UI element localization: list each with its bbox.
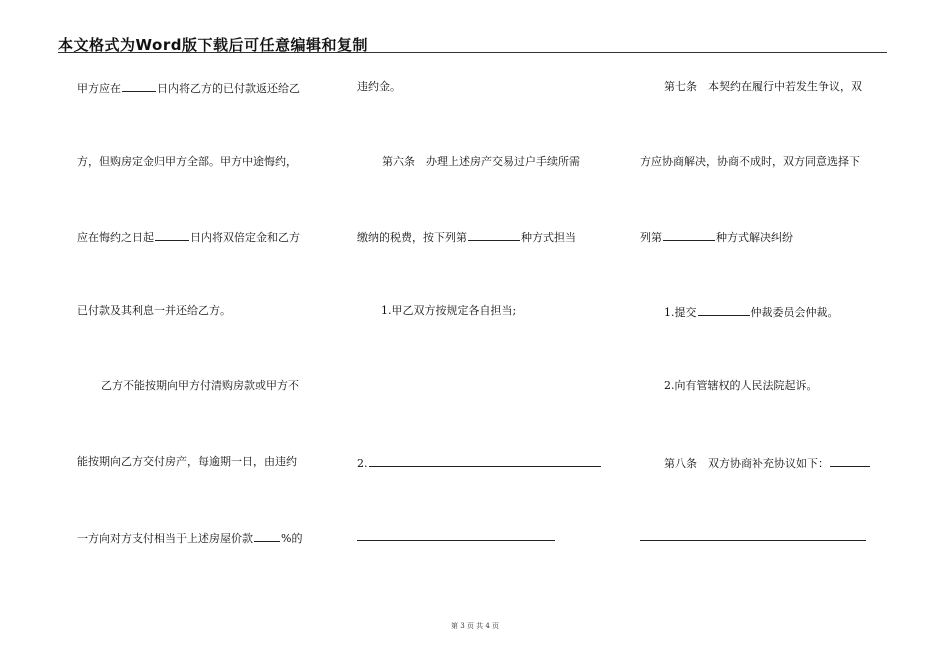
blank-field	[468, 229, 520, 241]
blank-field	[155, 229, 189, 241]
col3-line-3-text-b: 种方式解决纠纷	[716, 231, 793, 244]
col3-line-3	[640, 229, 793, 245]
blank-field	[254, 530, 280, 542]
col1-line-1-text-a: 甲方应在	[77, 82, 121, 95]
col2-line-3-text-a: 缴纳的税费，按下列第	[357, 231, 467, 244]
col3-line-4-text-b: 仲裁委员会仲裁。	[750, 306, 839, 319]
col2-line-2: 第六条 办理上述房产交易过户手续所需	[382, 155, 580, 168]
col1-line-3	[77, 229, 300, 245]
col1-line-3-text-b: 日内将双倍定金和乙方	[190, 231, 300, 244]
col3-line-1: 第七条 本契约在履行中若发生争议，双	[664, 80, 862, 93]
col1-line-7-text-a: 一方向对方支付相当于上述房屋价款	[77, 532, 253, 545]
col3-line-6	[664, 455, 871, 471]
col2-line-5	[357, 455, 602, 471]
col1-line-3-text-a: 应在悔约之日起	[77, 231, 154, 244]
col2-line-3	[357, 229, 576, 245]
col2-line-4: 1.甲乙双方按规定各自担当;	[381, 304, 517, 317]
blank-field	[830, 455, 870, 467]
blank-field	[663, 229, 715, 241]
col3-line-5: 2.向有管辖权的人民法院起诉。	[664, 379, 818, 392]
blank-rule-line	[357, 540, 555, 541]
col3-line-6-text: 第八条 双方协商补充协议如下：	[664, 457, 829, 470]
col1-line-7-text-b: %的	[281, 532, 303, 545]
page-number-footer: 第 3 页 共 4 页	[450, 622, 500, 630]
col1-line-5: 乙方不能按期向甲方付清购房款或甲方不	[101, 379, 299, 392]
col1-line-6: 能按期向乙方交付房产，每逾期一日，由违约	[77, 455, 297, 468]
col2-line-3-text-b: 种方式担当	[521, 231, 576, 244]
col1-line-1-text-b: 日内将乙方的已付款返还给乙	[157, 82, 300, 95]
col2-line-1: 违约金。	[357, 80, 401, 93]
col1-line-7	[77, 530, 302, 546]
header-divider	[58, 52, 887, 53]
blank-rule-line	[640, 540, 866, 541]
blank-field	[369, 455, 601, 467]
col1-line-2: 方，但购房定金归甲方全部。甲方中途悔约，	[77, 155, 297, 168]
col1-line-4: 已付款及其利息一并还给乙方。	[77, 304, 231, 317]
blank-field	[122, 80, 156, 92]
col3-line-3-text-a: 列第	[640, 231, 662, 244]
document-header-title: 本文格式为Word版下载后可任意编辑和复制	[58, 36, 368, 54]
blank-field	[698, 304, 750, 316]
col3-line-4	[664, 304, 839, 320]
col2-line-5-text: 2.	[357, 457, 368, 470]
col3-line-4-text-a: 1.提交	[664, 306, 697, 319]
col3-line-2: 方应协商解决，协商不成时，双方同意选择下	[640, 155, 860, 168]
col1-line-1	[77, 80, 300, 96]
